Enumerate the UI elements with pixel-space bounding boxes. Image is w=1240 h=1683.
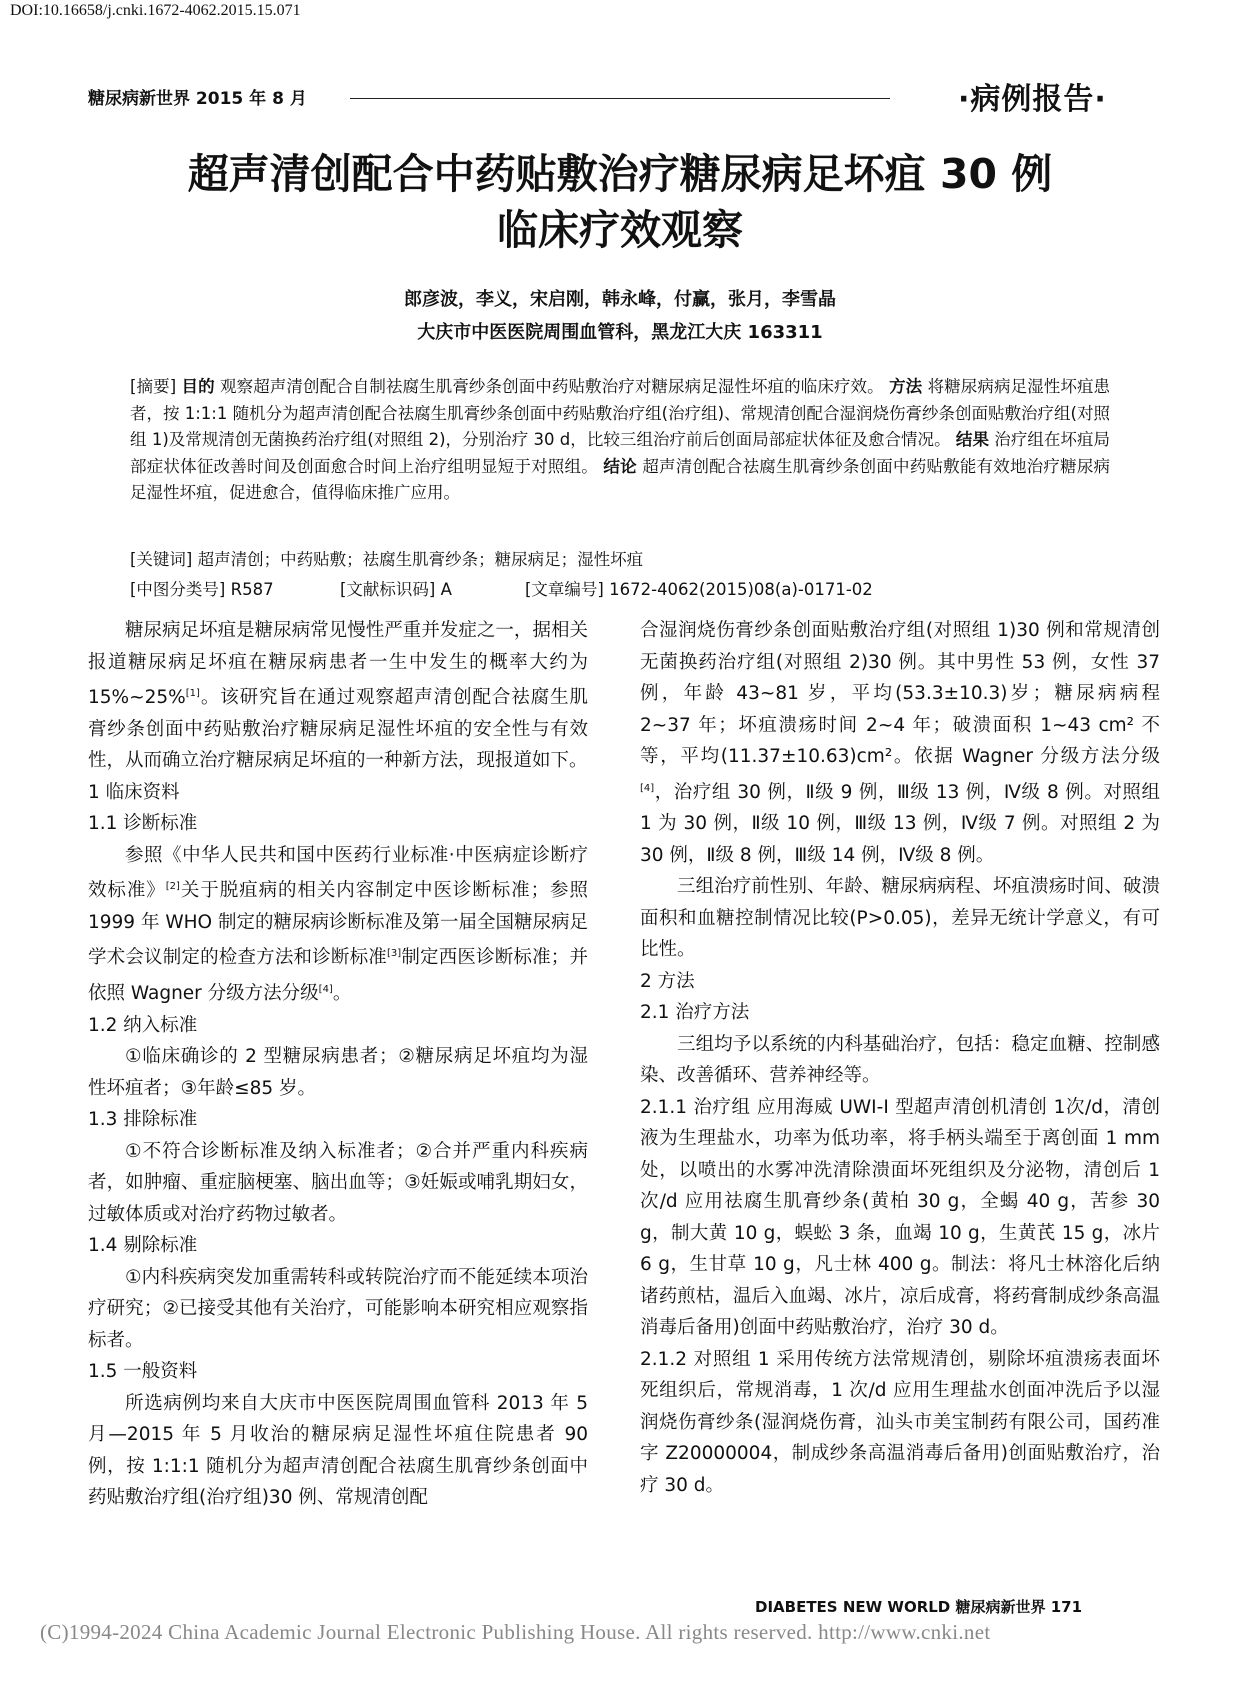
control-group-1-paragraph: 2.1.2 对照组 1 采用传统方法常规清创，剔除坏疽溃疡表面坏死组织后，常规消毒，1 次/d 应用生理盐水创面冲洗后予以湿润烧伤膏纱条(湿润烧伤膏，汕头市美宝制药有限公司，国药准字 Z20000004，制成纱条高温消毒后备用)创面贴敷治疗，治疗 30 d。 (640, 1348, 1160, 1496)
conclusion-label: 结论 (603, 456, 637, 476)
section-1-heading: 1 临床资料 (88, 781, 180, 803)
result-text: 治疗组在坏疽局部症状体征改善时间及创面愈合时间上治疗组明显短于对照组。 (130, 430, 1110, 476)
section-2-heading: 2 方法 (640, 970, 695, 992)
general-data-paragraph: 所选病例均来自大庆市中医医院周围血管科 2013 年 5 月—2015 年 5 月收治的糖尿病足湿性坏疽住院患者 90 例，按 1:1:1 随机分为超声清创配合祛腐生肌膏纱条创面中药贴敷治疗组(治疗组)30 例、常规清创配 (88, 1392, 588, 1509)
result-label: 结果 (955, 430, 989, 450)
section-1-5-heading: 1.5 一般资料 (88, 1361, 198, 1383)
copyright-watermark: (C)1994-2024 China Academic Journal Electronic Publishing House. All rights reserved. http://www.cnki.net (40, 1620, 991, 1644)
journal-header: 糖尿病新世界 2015 年 8 月 (88, 89, 307, 109)
section-1-2-heading: 1.2 纳入标准 (88, 1014, 198, 1036)
ref-3[interactable]: [3] (386, 948, 402, 960)
section-1-3-heading: 1.3 排除标准 (88, 1109, 198, 1131)
keywords-label: [关键词] (130, 550, 193, 569)
author-list: 郎彦波，李义，宋启刚，韩永峰，付赢，张月，李雪晶 (404, 289, 836, 310)
conclusion-text: 超声清创配合祛腐生肌膏纱条创面中药贴敷能有效地治疗糖尿病足湿性坏疽，促进愈合，值得临床推广应用。 (130, 456, 1111, 503)
column-label: ·病例报告· (958, 82, 1107, 117)
method-label: 方法 (889, 377, 923, 396)
basic-treatment-paragraph: 三组均予以系统的内科基础治疗，包括：稳定血糖、控制感染、改善循环、营养神经等。 (640, 1033, 1160, 1087)
diagnosis-paragraph: 参照《中华人民共和国中医药行业标准·中医病症诊断疗效标准》[2]关于脱疽病的相关内容制定中医诊断标准；参照 1999 年 WHO 制定的糖尿病诊断标准及第一届全国糖尿病足学术会议制定的检查方法和诊断标准[3]制定西医诊断标准；并依照 Wagner 分级方法分级[4]。 (88, 844, 588, 1005)
general-data-continued: 合湿润烧伤膏纱条创面贴敷治疗组(对照组 1)30 例和常规清创无菌换药治疗组(对照组 2)30 例。其中男性 53 例，女性 37 例，年龄 43~81 岁，平均(53.3±10.3)岁；糖尿病病程 2~37 年；坏疽溃疡时间 2~4 年；破溃面积 1~43 cm² 不等，平均(11.37±10.63)cm²。依据 Wagner 分级方法分级[4]，治疗组 30 例，Ⅱ级 9 例，Ⅲ级 13 例，Ⅳ级 8 例。对照组 1 为 30 例，Ⅱ级 10 例，Ⅲ级 13 例，Ⅳ级 7 例。对照组 2 为 30 例，Ⅱ级 8 例，Ⅲ级 14 例，Ⅳ级 8 例。 (640, 620, 1160, 866)
section-1-4-heading: 1.4 剔除标准 (88, 1235, 198, 1257)
page-footer: DIABETES NEW WORLD 糖尿病新世界 171 (755, 1598, 1083, 1616)
affiliation: 大庆市中医医院周围血管科，黑龙江大庆 163311 (417, 322, 823, 343)
article-title-line2: 临床疗效观察 (497, 206, 743, 254)
article-title-line1: 超声清创配合中药贴敷治疗糖尿病足坏疽 30 例 (187, 150, 1053, 198)
doi-line: DOI:10.16658/j.cnki.1672-4062.2015.15.071 (10, 2, 301, 19)
method-text: 将糖尿病病足湿性坏疽患者，按 1:1:1 随机分为超声清创配合祛腐生肌膏纱条创面中药贴敷治疗组(治疗组)、常规清创配合湿润烧伤膏纱条创面贴敷治疗组(对照组 1)及常规清创无菌换药治疗组(对照组 2)，分别治疗 30 d，比较三组治疗前后创面局部症状体征及愈合情况。 (130, 377, 1111, 450)
right-column (640, 615, 1160, 1501)
abstract (130, 374, 1110, 507)
intro-paragraph: 糖尿病足坏疽是糖尿病常见慢性严重并发症之一，据相关报道糖尿病足坏疽在糖尿病患者一生中发生的概率大约为 15%~25%[1]。该研究旨在通过观察超声清创配合祛腐生肌膏纱条创面中药贴敷治疗糖尿病足湿性坏疽的安全性与有效性，从而确立治疗糖尿病足坏疽的一种新方法，现报道如下。 (88, 620, 588, 772)
ref-2[interactable]: [2] (165, 881, 180, 893)
ref-1[interactable]: [1] (185, 688, 200, 699)
objective-text: 观察超声清创配合自制祛腐生肌膏纱条创面中药贴敷治疗对糖尿病足湿性坏疽的临床疗效。 (220, 377, 884, 396)
exclusion-paragraph: ①不符合诊断标准及纳入标准者；②合并严重内科疾病者，如肿瘤、重症脑梗塞、脑出血等；③妊娠或哺乳期妇女，过敏体质或对治疗药物过敏者。 (88, 1140, 588, 1225)
comparability-paragraph: 三组治疗前性别、年龄、糖尿病病程、坏疽溃疡时间、破溃面积和血糖控制情况比较(P>0.05)，差异无统计学意义，有可比性。 (640, 876, 1160, 961)
abstract-label: [摘要] (130, 377, 177, 396)
treatment-group-paragraph: 2.1.1 治疗组 应用海威 UWI-I 型超声清创机清创 1次/d，清创液为生理盐水，功率为低功率，将手柄头端至于离创面 1 mm 处，以喷出的水雾冲洗清除溃面坏死组织及分泌物，清创后 1 次/d 应用祛腐生肌膏纱条(黄柏 30 g，全蝎 40 g，苦参 30 g，制大黄 10 g，蜈蚣 3 条，血竭 10 g，生黄芪 15 g，冰片 6 g，生甘草 10 g，凡士林 400 g。制法：将凡士林溶化后纳诸药煎枯，温后入血竭、冰片，凉后成膏，将药膏制成纱条高温消毒后备用)创面中药贴敷治疗，治疗 30 d。 (640, 1096, 1160, 1339)
left-column (88, 615, 588, 1514)
inclusion-paragraph: ①临床确诊的 2 型糖尿病患者；②糖尿病足坏疽均为湿性坏疽者；③年龄≤85 岁。 (88, 1046, 588, 1099)
section-1-1-heading: 1.1 诊断标准 (88, 813, 198, 835)
clc-number: [中图分类号] R587 (130, 580, 274, 599)
document-code: [文献标识码] A (340, 580, 452, 599)
ref-4b[interactable]: [4] (640, 782, 655, 794)
ref-4[interactable]: [4] (318, 983, 333, 995)
keywords (130, 546, 1110, 570)
section-2-1-heading: 2.1 治疗方法 (640, 1002, 750, 1024)
objective-label: 目的 (181, 377, 215, 396)
header-rule (350, 98, 890, 99)
removal-paragraph: ①内科疾病突发加重需转科或转院治疗而不能延续本项治疗研究；②已接受其他有关治疗，可能影响本研究相应观察指标者。 (88, 1266, 588, 1351)
article-number: [文章编号] 1672-4062(2015)08(a)-0171-02 (525, 580, 873, 599)
keywords-text: 超声清创；中药贴敷；祛腐生肌膏纱条；糖尿病足；湿性坏疽 (197, 550, 644, 569)
